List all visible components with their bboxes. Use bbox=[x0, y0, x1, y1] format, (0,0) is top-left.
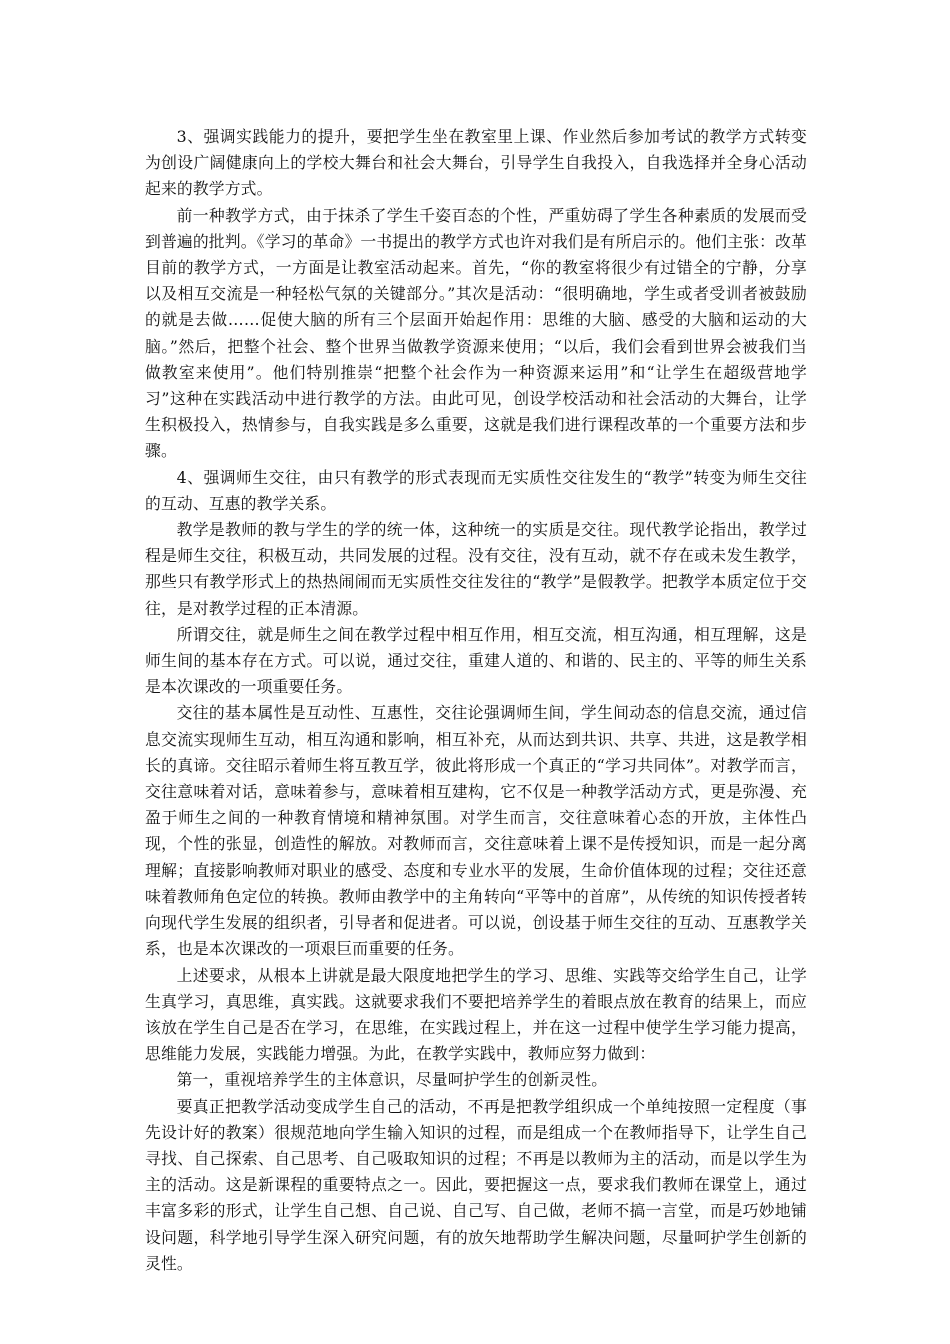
paragraph-summary-requirements: 上述要求，从根本上讲就是最大限度地把学生的学习、思维、实践等交给学生自己，让学生真学习，真思维，真实践。这就要求我们不要把培养学生的着眼点放在教育的结果上，而应该放在学生自己是否在学习，在思维，在实践过程上，并在这一过程中使学生学习能力提高，思维能力发展，实践能力增强。为此，在教学实践中，教师应努力做到： bbox=[145, 965, 807, 1064]
paragraph-first-point: 第一，重视培养学生的主体意识，尽量呵护学生的创新灵性。 bbox=[176, 1070, 608, 1090]
paragraph-communication-definition: 所谓交往，就是师生之间在教学过程中相互作用，相互交流，相互沟通，相互理解，这是师生间的基本存在方式。可以说，通过交往，重建人道的、和谐的、民主的、平等的师生关系是本次课改的一项重要任务。 bbox=[145, 624, 807, 697]
document-body bbox=[145, 124, 807, 1277]
paragraph-teaching-essence: 教学是教师的教与学生的学的统一体，这种统一的实质是交往。现代教学论指出，教学过程是师生交往，积极互动，共同发展的过程。没有交往，没有互动，就不存在或未发生教学，那些只有教学形式上的热热闹闹而无实质性交往发往的“教学”是假教学。把教学本质定位于交往，是对教学过程的正本清源。 bbox=[145, 520, 807, 618]
paragraph-teacher-student-interaction: 4、强调师生交往，由只有教学的形式表现而无实质性交往发生的“教学”转变为师生交往的互动、互惠的教学关系。 bbox=[145, 467, 807, 513]
paragraph-practice-ability: 3、强调实践能力的提升，要把学生坐在教室里上课、作业然后参加考试的教学方式转变为创设广阔健康向上的学校大舞台和社会大舞台，引导学生自我投入，自我选择并全身心活动起来的教学方式。 bbox=[145, 127, 807, 199]
paragraph-student-centered-activity: 要真正把教学活动变成学生自己的活动，不再是把教学组织成一个单纯按照一定程度（事先设计好的教案）很规范地向学生输入知识的过程，而是组成一个在教师指导下，让学生自己寻找、自己探索、自己思考、自己吸取知识的过程；不再是以教师为主的活动，而是以学生为主的活动。这是新课程的重要特点之一。因此，要把握这一点，要求我们教师在课堂上，通过丰富多彩的形式，让学生自己想、自己说、自己写、自己做，老师不搞一言堂，而是巧妙地铺设问题，科学地引导学生深入研究问题，有的放矢地帮助学生解决问题，尽量呵护学生创新的灵性。 bbox=[145, 1096, 807, 1273]
paragraph-communication-attributes: 交往的基本属性是互动性、互惠性，交往论强调师生间，学生间动态的信息交流，通过信息交流实现师生互动，相互沟通和影响，相互补充，从而达到共识、共享、共进，这是教学相长的真谛。交往昭示着师生将互教互学，彼此将形成一个真正的“学习共同体”。对教学而言，交往意味着对话，意味着参与，意味着相互建构，它不仅是一种教学活动方式，更是弥漫、充盈于师生之间的一种教育情境和精神氛围。对学生而言，交往意味着心态的开放，主体性凸现，个性的张显，创造性的解放。对教师而言，交往意味着上课不是传授知识，而是一起分离理解；直接影响教师对职业的感受、态度和专业水平的发展，生命价值体现的过程；交往还意味着教师角色定位的转换。教师由教学中的主角转向“平等中的首席”，从传统的知识传授者转向现代学生发展的组织者，引导者和促进者。可以说，创设基于师生交往的互动、互惠教学关系，也是本次课改的一项艰巨而重要的任务。 bbox=[145, 703, 807, 959]
paragraph-learning-revolution: 前一种教学方式，由于抹杀了学生千姿百态的个性，严重妨碍了学生各种素质的发展而受到普遍的批判。《学习的革命》一书提出的教学方式也许对我们是有所启示的。他们主张：改革目前的教学方式，一方面是让教室活动起来。首先，“你的教室将很少有过错全的宁静，分享以及相互交流是一种轻松气氛的关键部分。”其次是活动：“很明确地，学生或者受训者被鼓励的就是去做……促使大脑的所有三个层面开始起作用：思维的大脑、感受的大脑和运动的大脑。”然后，把整个社会、整个世界当做教学资源来使用；“以后，我们会看到世界会被我们当做教室来使用”。他们特别推崇“把整个社会作为一种资源来运用”和“让学生在超级营地学习”这种在实践活动中进行教学的方法。由此可见，创设学校活动和社会活动的大舞台，让学生积极投入，热情参与，自我实践是多么重要，这就是我们进行课程改革的一个重要方法和步骤。 bbox=[145, 205, 807, 461]
